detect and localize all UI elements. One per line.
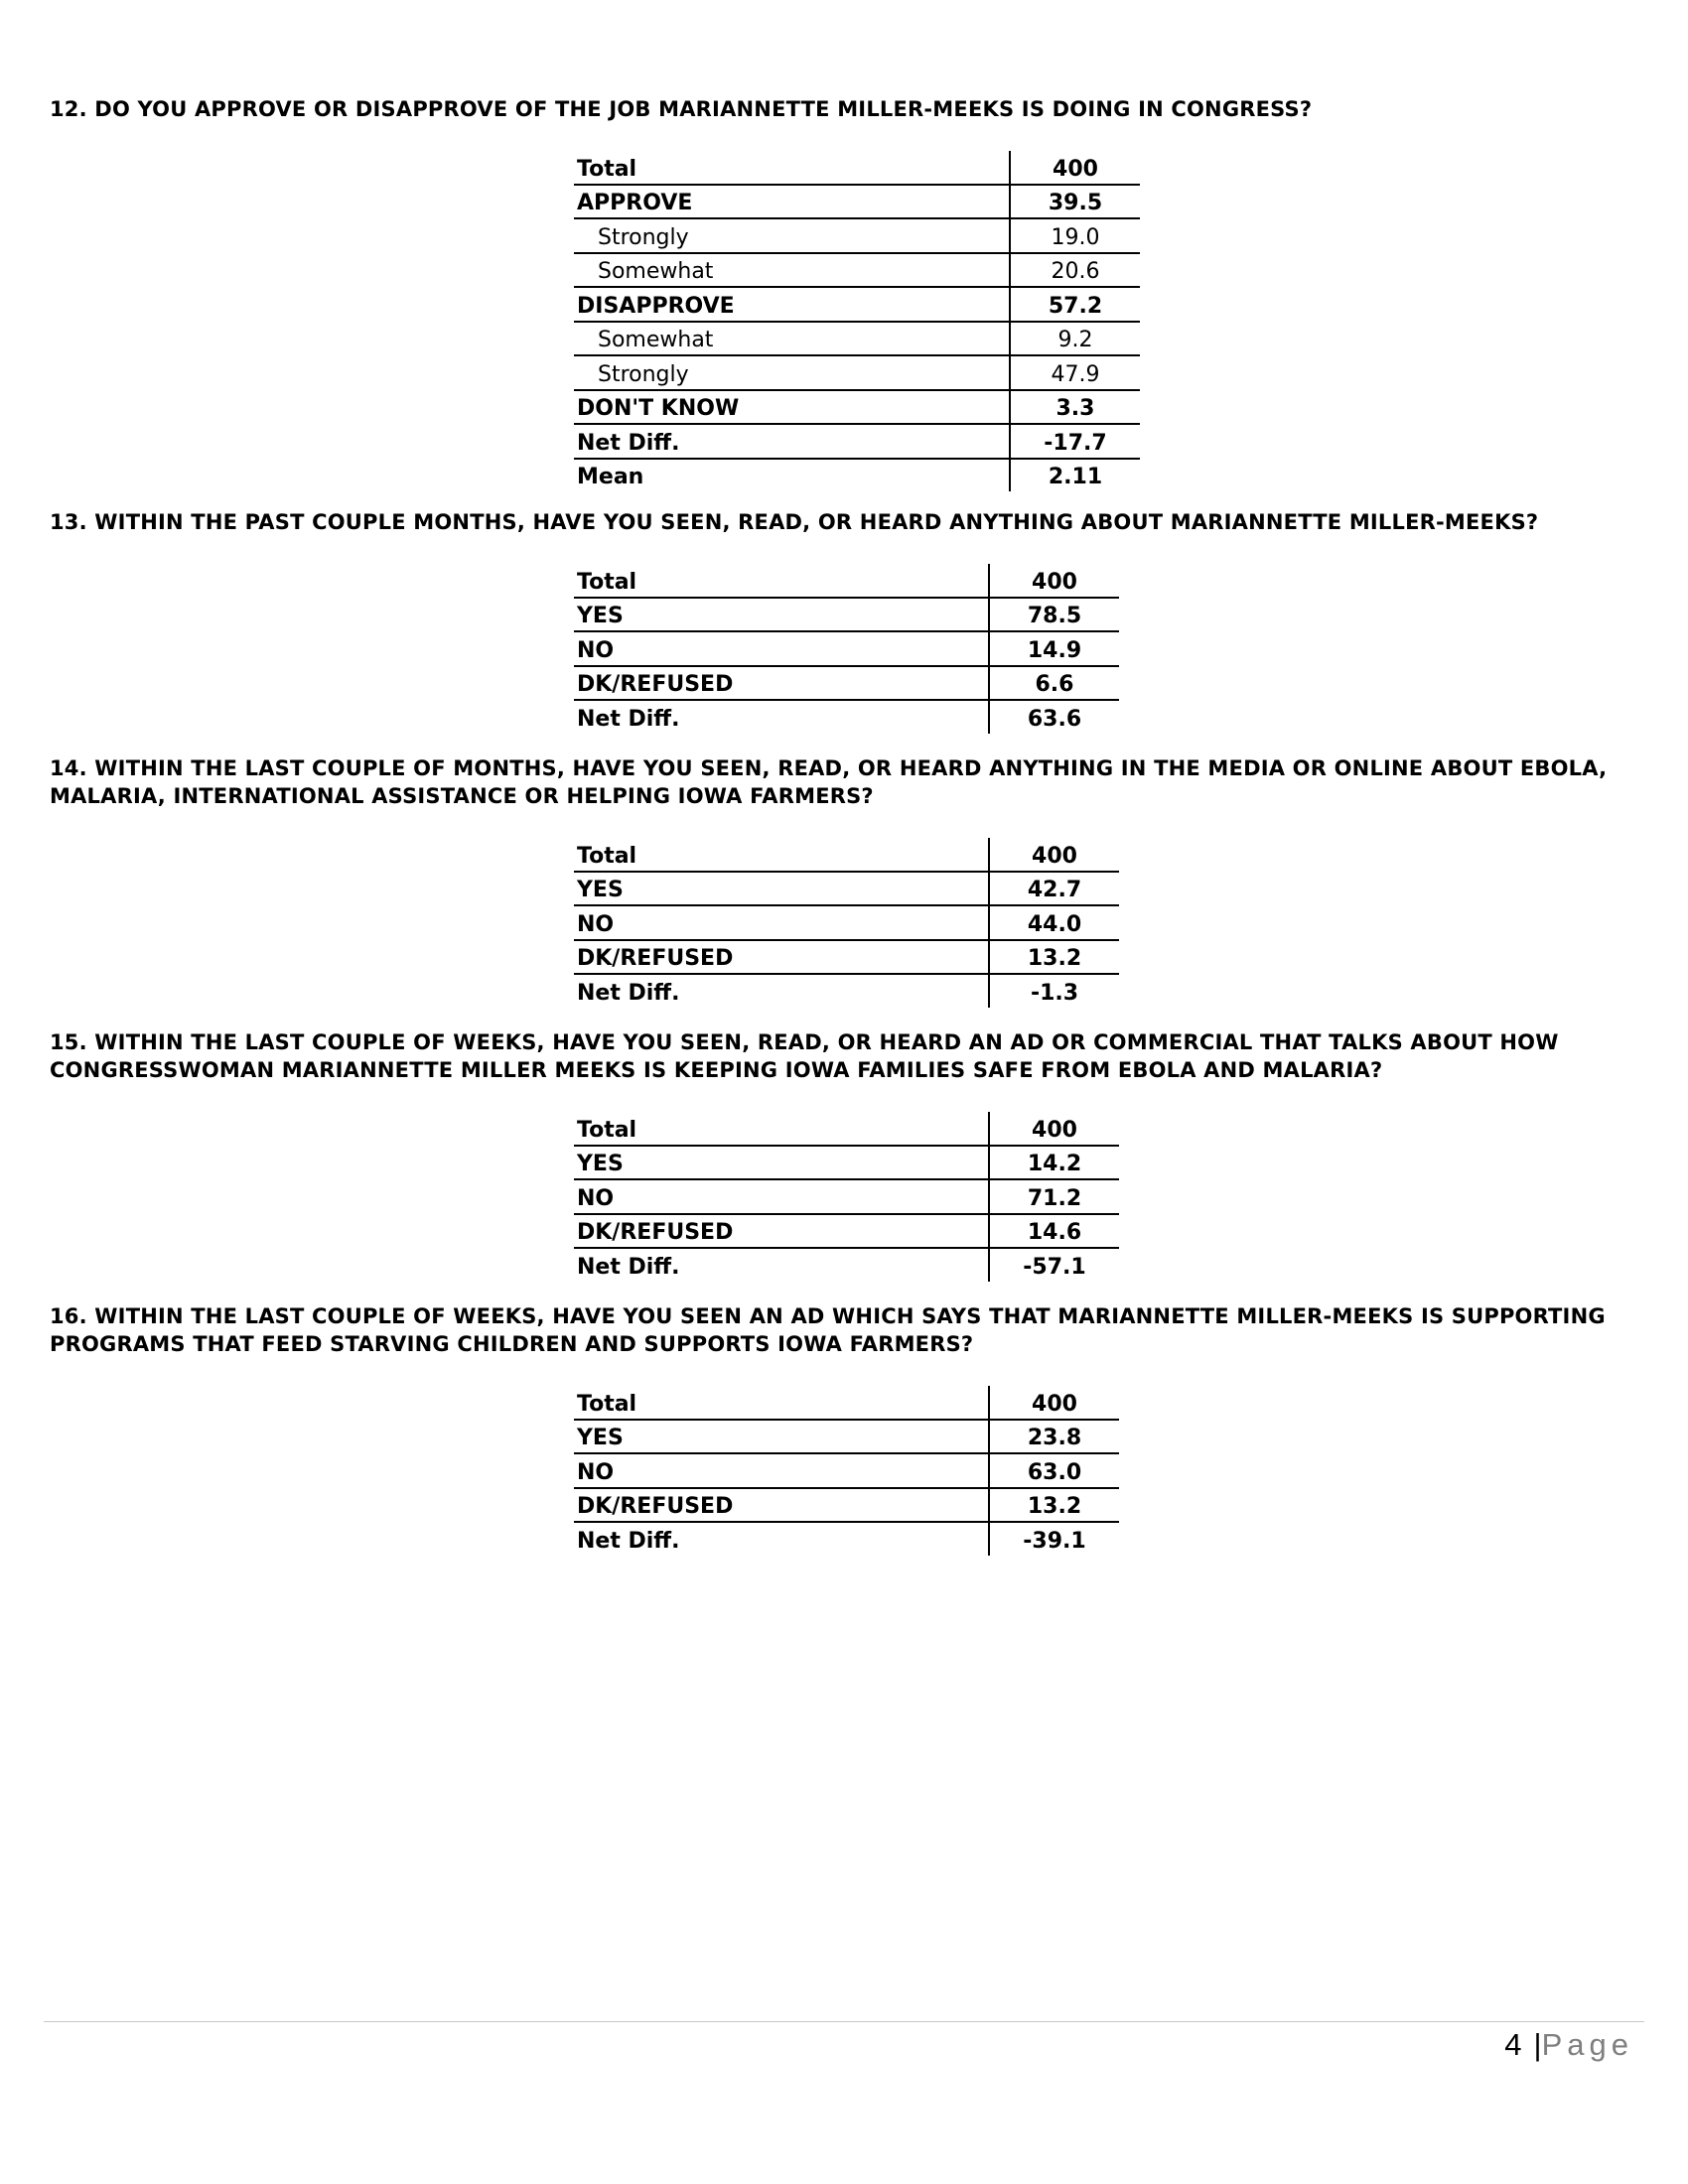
question-12-title: 12. DO YOU APPROVE OR DISAPPROVE OF THE JOB MARIANNETTE MILLER-MEEKS IS DOING IN CONGRESS? <box>50 97 1313 121</box>
table-row <box>574 322 1140 356</box>
table-row <box>574 1179 1119 1214</box>
row-label: YES <box>574 1420 989 1454</box>
row-label: Net Diff. <box>574 424 1010 459</box>
row-label: Total <box>574 1112 989 1146</box>
table-row <box>574 838 1119 872</box>
question-16-title: 16. WITHIN THE LAST COUPLE OF WEEKS, HAVE YOU SEEN AN AD WHICH SAYS THAT MARIANNETTE MILLER-MEEKS IS SUPPORTING PROGRAMS THAT FEED STARVING CHILDREN AND SUPPORTS IOWA FARMERS? <box>50 1304 1606 1356</box>
row-label: NO <box>574 1453 989 1488</box>
row-value: 13.2 <box>989 940 1119 975</box>
row-label: YES <box>574 598 989 632</box>
table-row <box>574 1112 1119 1146</box>
table-row <box>574 940 1119 975</box>
row-label: APPROVE <box>574 185 1010 219</box>
table-row <box>574 287 1140 322</box>
row-label: NO <box>574 631 989 666</box>
question-15 <box>50 1028 1658 1084</box>
page-word: Page <box>1541 2027 1633 2062</box>
row-value: 71.2 <box>989 1179 1119 1214</box>
row-value: -1.3 <box>1030 980 1079 1006</box>
table-row <box>574 666 1119 701</box>
question-12 <box>50 95 1658 123</box>
row-value: 14.6 <box>989 1214 1119 1249</box>
row-value: 400 <box>1010 151 1140 185</box>
table-row <box>574 1453 1119 1488</box>
question-16-table <box>574 1386 1119 1556</box>
table-row <box>574 974 1119 1008</box>
question-15-table <box>574 1112 1119 1282</box>
question-13-title: 13. WITHIN THE PAST COUPLE MONTHS, HAVE YOU SEEN, READ, OR HEARD ANYTHING ABOUT MARIANNETTE MILLER-MEEKS? <box>50 510 1539 534</box>
row-value: 6.6 <box>989 666 1119 701</box>
row-value: 400 <box>989 838 1119 872</box>
question-15-title: 15. WITHIN THE LAST COUPLE OF WEEKS, HAVE YOU SEEN, READ, OR HEARD AN AD OR COMMERCIAL THAT TALKS ABOUT HOW CONGRESSWOMAN MARIANNETTE MILLER MEEKS IS KEEPING IOWA FAMILIES SAFE FROM EBOLA AND MALARIA? <box>50 1030 1559 1082</box>
page-separator: | <box>1533 2027 1542 2062</box>
row-label: YES <box>574 872 989 906</box>
table-row <box>574 1248 1119 1282</box>
row-label: DON'T KNOW <box>574 390 1010 425</box>
table-row <box>574 1420 1119 1454</box>
row-label: Net Diff. <box>574 1248 989 1282</box>
table-row <box>574 631 1119 666</box>
row-value: 42.7 <box>989 872 1119 906</box>
row-label: Total <box>574 838 989 872</box>
row-label: YES <box>574 1146 989 1180</box>
footer-divider <box>44 2021 1644 2022</box>
table-row <box>574 1488 1119 1523</box>
page-number: 4 <box>1504 2027 1522 2062</box>
row-label: Somewhat <box>574 253 1010 288</box>
row-label: DK/REFUSED <box>574 1214 989 1249</box>
row-label: Strongly <box>574 218 1010 253</box>
row-value: 14.2 <box>989 1146 1119 1180</box>
row-value: 400 <box>989 564 1119 598</box>
table-row <box>574 598 1119 632</box>
row-label: DISAPPROVE <box>574 287 1010 322</box>
row-label: Net Diff. <box>574 1522 989 1556</box>
table-row <box>574 253 1140 288</box>
row-value: 57.2 <box>1010 287 1140 322</box>
row-value: 19.0 <box>1010 218 1140 253</box>
row-value: -57.1 <box>1023 1254 1086 1280</box>
table-row <box>574 872 1119 906</box>
row-label: Mean <box>574 459 1010 492</box>
row-value: 14.9 <box>989 631 1119 666</box>
row-value: 78.5 <box>989 598 1119 632</box>
row-value: 400 <box>989 1112 1119 1146</box>
table-row <box>574 700 1119 734</box>
row-label: DK/REFUSED <box>574 1488 989 1523</box>
table-row <box>574 218 1140 253</box>
table-row <box>574 390 1140 425</box>
table-row <box>574 459 1140 492</box>
row-value: -17.7 <box>1010 424 1140 459</box>
question-14 <box>50 754 1658 810</box>
row-label: Strongly <box>574 355 1010 390</box>
table-row <box>574 424 1140 459</box>
row-value: 63.6 <box>1027 706 1082 732</box>
question-14-table <box>574 838 1119 1008</box>
row-label: Total <box>574 1386 989 1420</box>
row-label: NO <box>574 1179 989 1214</box>
table-row <box>574 1214 1119 1249</box>
question-16 <box>50 1302 1658 1358</box>
question-14-title: 14. WITHIN THE LAST COUPLE OF MONTHS, HAVE YOU SEEN, READ, OR HEARD ANYTHING IN THE MEDIA OR ONLINE ABOUT EBOLA, MALARIA, INTERNATIONAL ASSISTANCE OR HELPING IOWA FARMERS? <box>50 756 1608 808</box>
table-row <box>574 905 1119 940</box>
table-row <box>574 1386 1119 1420</box>
row-label: DK/REFUSED <box>574 940 989 975</box>
table-row <box>574 151 1140 185</box>
row-label: NO <box>574 905 989 940</box>
row-value: 39.5 <box>1010 185 1140 219</box>
row-label: Net Diff. <box>574 974 989 1008</box>
row-label: Total <box>574 151 1010 185</box>
row-label: Total <box>574 564 989 598</box>
row-label: DK/REFUSED <box>574 666 989 701</box>
row-value: 2.11 <box>1048 465 1103 489</box>
question-13-table <box>574 564 1119 734</box>
row-value: 23.8 <box>989 1420 1119 1454</box>
question-12-table <box>574 151 1140 491</box>
table-row <box>574 355 1140 390</box>
row-value: 20.6 <box>1010 253 1140 288</box>
row-value: 44.0 <box>989 905 1119 940</box>
row-label: Net Diff. <box>574 700 989 734</box>
row-value: 63.0 <box>989 1453 1119 1488</box>
row-value: 9.2 <box>1010 322 1140 356</box>
page-footer <box>1504 2027 1633 2063</box>
row-label: Somewhat <box>574 322 1010 356</box>
row-value: 400 <box>989 1386 1119 1420</box>
question-13 <box>50 508 1658 536</box>
table-row <box>574 1146 1119 1180</box>
row-value: 3.3 <box>1010 390 1140 425</box>
row-value: 13.2 <box>989 1488 1119 1523</box>
table-row <box>574 564 1119 598</box>
row-value: 47.9 <box>1010 355 1140 390</box>
table-row <box>574 185 1140 219</box>
table-row <box>574 1522 1119 1556</box>
row-value: -39.1 <box>1023 1528 1086 1554</box>
